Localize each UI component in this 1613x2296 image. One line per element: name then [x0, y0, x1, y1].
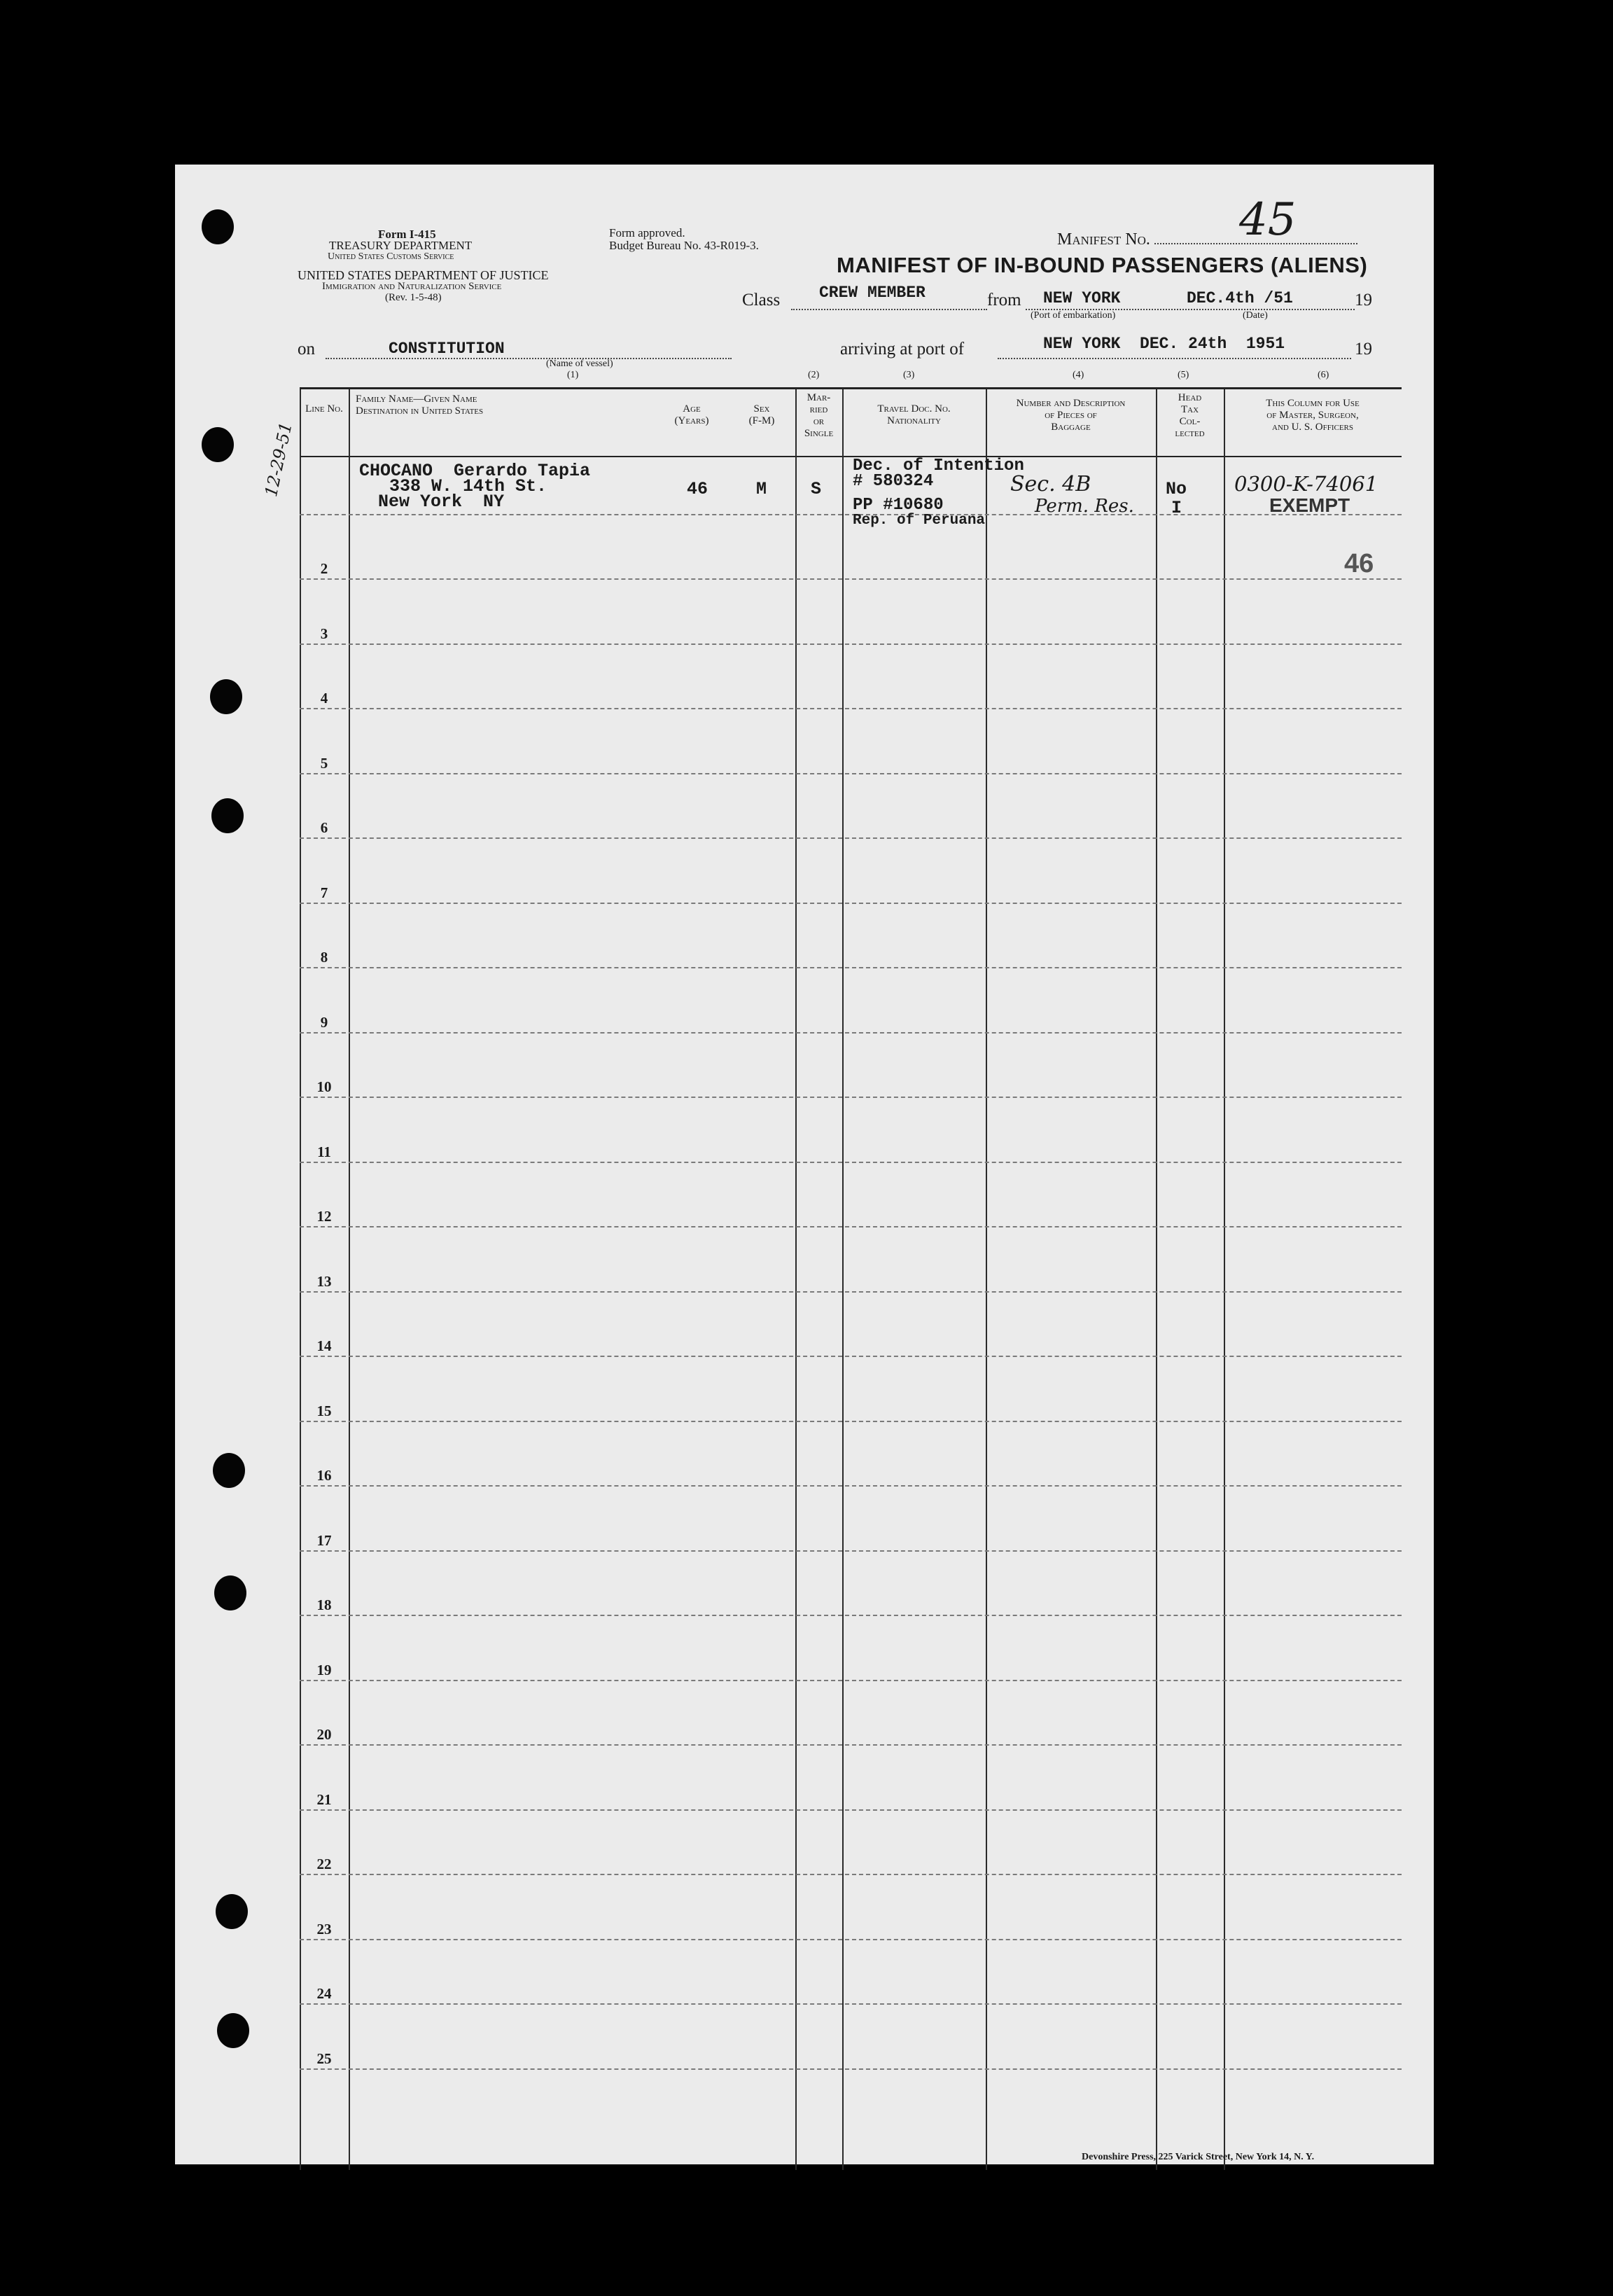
baggage-line-2: Perm. Res. — [1035, 496, 1134, 517]
justice-department: UNITED STATES DEPARTMENT OF JUSTICE — [298, 268, 549, 282]
from-label: from — [987, 291, 1021, 309]
col-sep-name — [349, 389, 350, 2170]
line-number: 12 — [316, 1208, 332, 1225]
line-number: 24 — [316, 1985, 332, 2002]
treasury-department: TREASURY DEPARTMENT — [329, 239, 473, 252]
from-value: NEW YORK — [1043, 289, 1121, 307]
header-marital: Mar- ried or Single — [804, 392, 834, 439]
customs-service: United States Customs Service — [328, 251, 454, 262]
line-number: 25 — [316, 2050, 332, 2067]
manifest-no-text: Manifest No. — [1057, 230, 1150, 249]
line-number: 16 — [316, 1467, 332, 1484]
head-tax-line-1: No — [1166, 479, 1187, 499]
year-suffix: 19 — [1355, 291, 1372, 309]
page-stamp-number: 46 — [1344, 549, 1374, 578]
row-separator — [300, 1032, 1402, 1034]
header-head-tax: Head Tax Col- lected — [1175, 392, 1205, 439]
vessel-column-number: (1) — [567, 370, 579, 380]
arriving-label: arriving at port of — [840, 340, 965, 359]
punch-hole — [216, 1894, 248, 1929]
budget-bureau: Budget Bureau No. 43-R019-3. — [609, 239, 759, 252]
line-number: 6 — [320, 819, 328, 836]
form-approved: Form approved. — [609, 226, 685, 239]
row-separator — [300, 1421, 1402, 1422]
row-separator — [300, 967, 1402, 968]
punch-hole — [213, 1453, 245, 1488]
col-sep-travel — [842, 389, 844, 2170]
line-number: 21 — [316, 1791, 332, 1808]
row-separator — [300, 903, 1402, 904]
on-label: on — [298, 340, 315, 359]
column-number-3: (3) — [903, 370, 915, 380]
manifest-no-label — [1057, 228, 1357, 249]
punch-hole — [217, 2013, 249, 2048]
printer-footer: Devonshire Press, 225 Varick Street, New York 14, N. Y. — [1082, 2152, 1315, 2162]
row-separator — [300, 1226, 1402, 1227]
column-number-5: (5) — [1178, 370, 1189, 380]
travel-doc-line-1: Dec. of Intention — [853, 457, 1024, 475]
margin-date-note: 12-29-51 — [261, 420, 296, 499]
line-number: 23 — [316, 1921, 332, 1937]
date-caption: (Date) — [1243, 310, 1268, 321]
vessel-name: CONSTITUTION — [389, 340, 505, 358]
header-line-no: Line No. — [305, 403, 343, 415]
column-number-2: (2) — [808, 370, 820, 380]
line-number: 7 — [320, 884, 328, 901]
passenger-marital: S — [811, 479, 822, 499]
row-separator — [300, 643, 1402, 645]
line-number: 20 — [316, 1726, 332, 1743]
form-number: Form I-415 — [378, 228, 436, 241]
vessel-caption: (Name of vessel) — [546, 359, 613, 369]
vessel-underline — [326, 340, 732, 359]
col-sep-line — [300, 389, 301, 2170]
row-separator — [300, 1550, 1402, 1552]
row-separator — [300, 1291, 1402, 1293]
row-separator — [300, 1097, 1402, 1098]
line-number: 4 — [320, 690, 328, 707]
row-separator — [300, 2068, 1402, 2070]
row-separator — [300, 1744, 1402, 1746]
col-sep-officers — [1224, 389, 1225, 2170]
row-separator — [300, 1356, 1402, 1357]
line-number: 3 — [320, 625, 328, 642]
line-number: 10 — [316, 1078, 332, 1095]
passenger-name: CHOCANO Gerardo Tapia — [359, 461, 591, 481]
row-separator — [300, 578, 1402, 580]
row-separator — [300, 773, 1402, 774]
col-sep-marital — [795, 389, 797, 2170]
header-rule — [300, 456, 1402, 457]
manifest-title: MANIFEST OF IN-BOUND PASSENGERS (ALIENS) — [837, 253, 1368, 277]
line-number: 19 — [316, 1662, 332, 1678]
row-separator — [300, 1809, 1402, 1811]
punch-hole — [211, 798, 244, 833]
col-sep-baggage — [986, 389, 987, 2170]
travel-doc-line-4: Rep. of Peruana — [853, 513, 986, 529]
line-number: 14 — [316, 1337, 332, 1354]
row-separator — [300, 1485, 1402, 1487]
ins-label: Immigration and Naturalization Service — [322, 281, 502, 292]
column-number-6: (6) — [1318, 370, 1329, 380]
arriving-value: NEW YORK DEC. 24th 1951 — [1043, 335, 1285, 353]
row-separator — [300, 708, 1402, 709]
line-number: 5 — [320, 755, 328, 772]
passenger-age: 46 — [687, 479, 708, 499]
exempt-stamp: EXEMPT — [1269, 494, 1350, 516]
col-sep-headtax — [1156, 389, 1157, 2170]
header-name-destination: Family Name—Given Name Destination in United States — [356, 394, 484, 417]
punch-hole — [214, 1575, 246, 1610]
line-number: 13 — [316, 1273, 332, 1290]
row-separator — [300, 514, 1402, 515]
row-separator — [300, 1680, 1402, 1681]
revision-label: (Rev. 1-5-48) — [385, 292, 442, 303]
line-number: 15 — [316, 1403, 332, 1419]
column-number-4: (4) — [1073, 370, 1084, 380]
header-officers: This Column for Use of Master, Surgeon, and U. S. Officers — [1266, 398, 1360, 433]
line-number: 17 — [316, 1532, 332, 1549]
line-number: 11 — [317, 1143, 331, 1160]
line-number: 22 — [316, 1856, 332, 1872]
header-sex: Sex (F-M) — [748, 403, 775, 426]
line-number: 9 — [320, 1014, 328, 1031]
line-number: 18 — [316, 1596, 332, 1613]
line-number: 2 — [320, 560, 328, 577]
punch-hole — [202, 427, 234, 462]
row-separator — [300, 1162, 1402, 1163]
header-travel-doc: Travel Doc. No. Nationality — [877, 403, 951, 426]
officer-file-number: 0300-K-74061 — [1234, 472, 1378, 496]
class-value: CREW MEMBER — [819, 284, 926, 302]
punch-hole — [210, 679, 242, 714]
passenger-sex: M — [756, 479, 767, 499]
row-separator — [300, 1874, 1402, 1875]
manifest-page — [175, 165, 1434, 2164]
row-separator — [300, 837, 1402, 839]
travel-doc-line-3: PP #10680 — [853, 496, 944, 515]
class-label: Class — [742, 291, 781, 309]
travel-doc-line-2: # 580324 — [853, 472, 934, 491]
manifest-table — [261, 387, 1402, 2170]
line-number: 8 — [320, 949, 328, 966]
manifest-number: 45 — [1239, 194, 1297, 246]
col-sep-age — [688, 389, 690, 2170]
row-separator — [300, 2003, 1402, 2005]
header-baggage: Number and Description of Pieces of Baggage — [1016, 398, 1126, 433]
head-tax-line-2: I — [1171, 498, 1182, 518]
year-suffix-2: 19 — [1355, 340, 1372, 359]
port-embarkation-caption: (Port of embarkation) — [1031, 310, 1116, 321]
row-separator — [300, 1939, 1402, 1940]
punch-hole — [202, 209, 234, 244]
passenger-address-city: New York NY — [378, 492, 505, 512]
date-value: DEC.4th /51 — [1187, 289, 1293, 307]
passenger-address-street: 338 W. 14th St. — [389, 476, 547, 496]
row-separator — [300, 1615, 1402, 1616]
baggage-line-1: Sec. 4B — [1010, 472, 1091, 496]
header-age: Age (Years) — [674, 403, 709, 426]
